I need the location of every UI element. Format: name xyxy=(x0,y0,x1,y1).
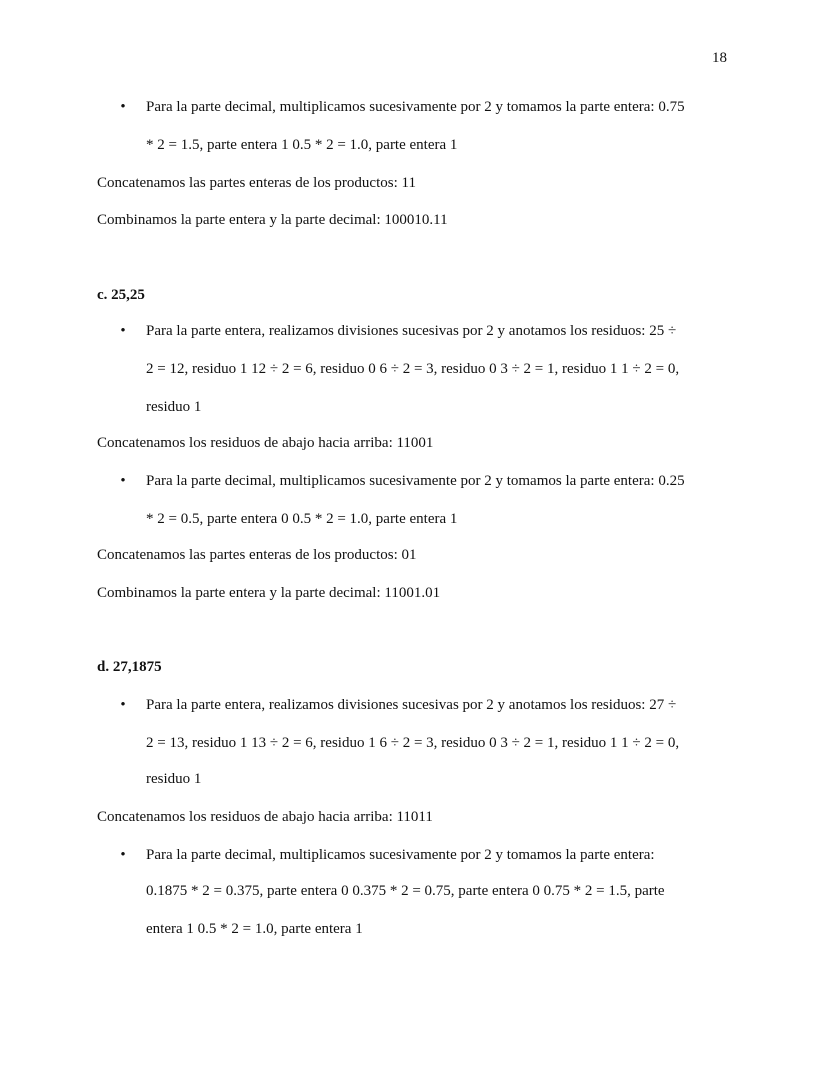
concat-residues-text: Concatenamos los residuos de abajo hacia arriba: 11001 xyxy=(97,435,434,451)
bullet-decimal-line-1: Para la parte decimal, multiplicamos sucesivamente por 2 y tomamos la parte entera: 0.75 xyxy=(146,99,685,115)
bullet-decimal-line-2: 0.1875 * 2 = 0.375, parte entera 0 0.375 * 2 = 0.75, parte entera 0 0.75 * 2 = 1.5, parte xyxy=(146,883,665,899)
concat-products-text: Concatenamos las partes enteras de los productos: 11 xyxy=(97,175,416,191)
bullet-marker: • xyxy=(120,697,126,713)
bullet-decimal-line-1: Para la parte decimal, multiplicamos sucesivamente por 2 y tomamos la parte entera: 0.25 xyxy=(146,473,685,489)
bullet-marker: • xyxy=(120,473,126,489)
bullet-integer-line-2: 2 = 12, residuo 1 12 ÷ 2 = 6, residuo 0 6 ÷ 2 = 3, residuo 0 3 ÷ 2 = 1, residuo 1 1 ÷ 2 = 0, xyxy=(146,361,680,377)
section-d-heading: d. 27,1875 xyxy=(97,659,162,675)
bullet-integer-line-3: residuo 1 xyxy=(146,771,202,787)
bullet-marker: • xyxy=(120,99,126,115)
bullet-integer-line-1: Para la parte entera, realizamos divisiones sucesivas por 2 y anotamos los residuos: 27 ÷ xyxy=(146,697,677,713)
page-number: 18 xyxy=(712,50,727,66)
combine-result-text: Combinamos la parte entera y la parte decimal: 100010.11 xyxy=(97,212,448,228)
concat-residues-text: Concatenamos los residuos de abajo hacia arriba: 11011 xyxy=(97,809,433,825)
bullet-decimal-line-2: * 2 = 1.5, parte entera 1 0.5 * 2 = 1.0, parte entera 1 xyxy=(146,137,458,153)
bullet-decimal-line-1: Para la parte decimal, multiplicamos sucesivamente por 2 y tomamos la parte entera: xyxy=(146,847,655,863)
concat-products-text: Concatenamos las partes enteras de los productos: 01 xyxy=(97,547,417,563)
bullet-marker: • xyxy=(120,847,126,863)
bullet-integer-line-3: residuo 1 xyxy=(146,399,202,415)
combine-result-text: Combinamos la parte entera y la parte decimal: 11001.01 xyxy=(97,585,441,601)
bullet-integer-line-2: 2 = 13, residuo 1 13 ÷ 2 = 6, residuo 1 6 ÷ 2 = 3, residuo 0 3 ÷ 2 = 1, residuo 1 1 ÷ 2 = 0, xyxy=(146,735,680,751)
section-c-heading: c. 25,25 xyxy=(97,287,145,303)
bullet-decimal-line-2: * 2 = 0.5, parte entera 0 0.5 * 2 = 1.0, parte entera 1 xyxy=(146,511,458,527)
bullet-decimal-line-3: entera 1 0.5 * 2 = 1.0, parte entera 1 xyxy=(146,921,363,937)
bullet-integer-line-1: Para la parte entera, realizamos divisiones sucesivas por 2 y anotamos los residuos: 25 ÷ xyxy=(146,323,677,339)
bullet-marker: • xyxy=(120,323,126,339)
